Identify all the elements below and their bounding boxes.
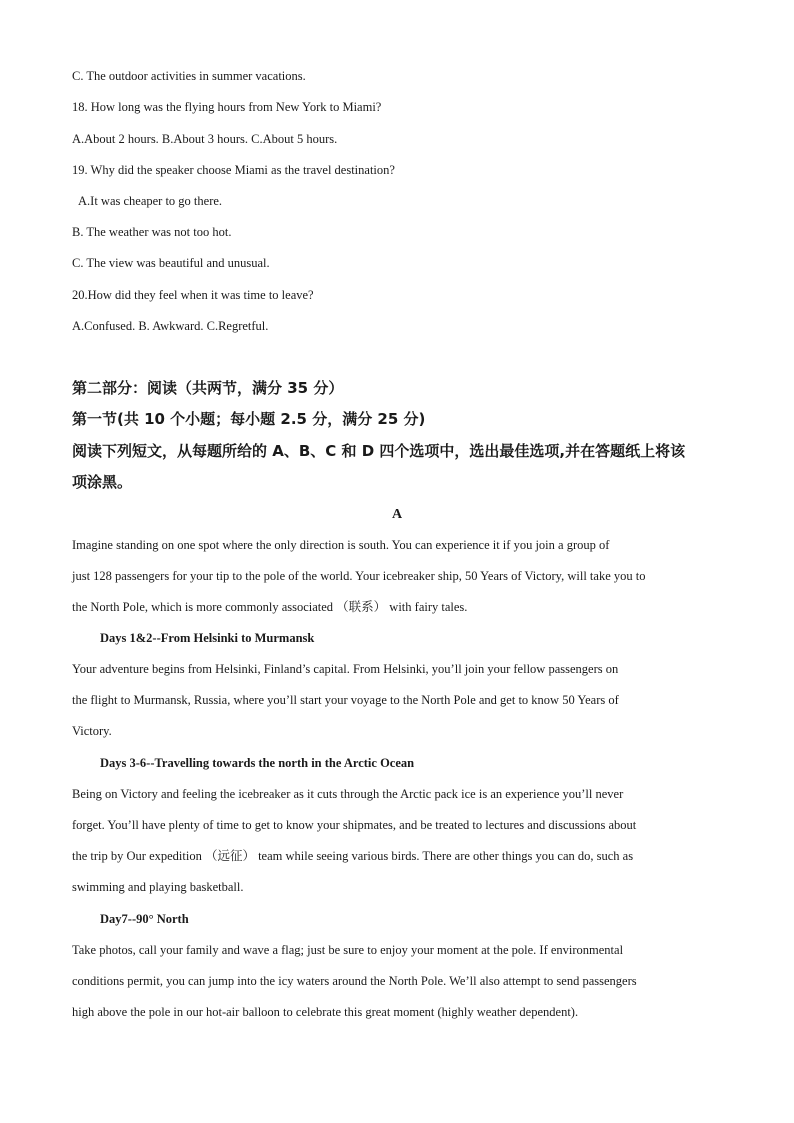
paragraph-1-line-1: Imagine standing on one spot where the only direction is south. You can experience it if you join a group of: [72, 538, 610, 552]
paragraph-4-line-3: high above the pole in our hot-air balloon to celebrate this great moment (highly weather dependent).: [72, 1005, 579, 1019]
q17-option-c: C. The outdoor activities in summer vacations.: [72, 69, 306, 83]
day-7-heading: Day7--90° North: [100, 912, 189, 926]
days-1-2-heading: Days 1&2--From Helsinki to Murmansk: [100, 631, 315, 645]
part-two-title: 第二部分：阅读（共两节，满分 35 分）: [72, 379, 344, 397]
question-20: 20.How did they feel when it was time to leave?: [72, 288, 314, 302]
paragraph-4-line-1: Take photos, call your family and wave a flag; just be sure to enjoy your moment at the pole. If environmental: [72, 943, 624, 957]
paragraph-4-line-2: conditions permit, you can jump into the icy waters around the North Pole. We’ll also attempt to send passengers: [72, 974, 637, 988]
section-one-title: 第一节(共 10 个小题；每小题 2.5 分，满分 25 分): [72, 410, 426, 428]
paragraph-2-line-1: Your adventure begins from Helsinki, Finland’s capital. From Helsinki, you’ll join your fellow passengers on: [72, 662, 619, 676]
paragraph-2-line-3: Victory.: [72, 724, 112, 738]
paragraph-1-line-2: just 128 passengers for your tip to the pole of the world. Your icebreaker ship, 50 Years of Victory, will take you to: [72, 569, 646, 583]
question-19-option-c: C. The view was beautiful and unusual.: [72, 256, 270, 270]
question-20-options: A.Confused. B. Awkward. C.Regretful.: [72, 319, 269, 333]
passage-label: A: [391, 507, 403, 522]
paragraph-2-line-2: the flight to Murmansk, Russia, where you’ll start your voyage to the North Pole and get to know 50 Years of: [72, 693, 619, 707]
paragraph-3-line-4: swimming and playing basketball.: [72, 880, 244, 894]
instruction-line-2: 项涂黑。: [72, 473, 133, 491]
question-18: 18. How long was the flying hours from New York to Miami?: [72, 100, 382, 114]
question-19: 19. Why did the speaker choose Miami as the travel destination?: [72, 163, 395, 177]
question-19-option-a: A.It was cheaper to go there.: [78, 194, 223, 208]
question-19-option-b: B. The weather was not too hot.: [72, 225, 232, 239]
paragraph-3-line-1: Being on Victory and feeling the icebreaker as it cuts through the Arctic pack ice is an experience you’ll never: [72, 787, 624, 801]
paragraph-1-line-3: the North Pole, which is more commonly associated （联系） with fairy tales.: [72, 600, 468, 614]
days-3-6-heading: Days 3-6--Travelling towards the north in the Arctic Ocean: [100, 756, 415, 770]
paragraph-3-line-2: forget. You’ll have plenty of time to get to know your shipmates, and be treated to lectures and discussions about: [72, 818, 637, 832]
question-18-options: A.About 2 hours. B.About 3 hours. C.About 5 hours.: [72, 132, 338, 146]
instruction-line-1: 阅读下列短文，从每题所给的 A、B、C 和 D 四个选项中，选出最佳选项,并在答题纸上将该: [72, 442, 686, 460]
paragraph-3-line-3: the trip by Our expedition （远征） team while seeing various birds. There are other things you can do, such as: [72, 849, 634, 863]
